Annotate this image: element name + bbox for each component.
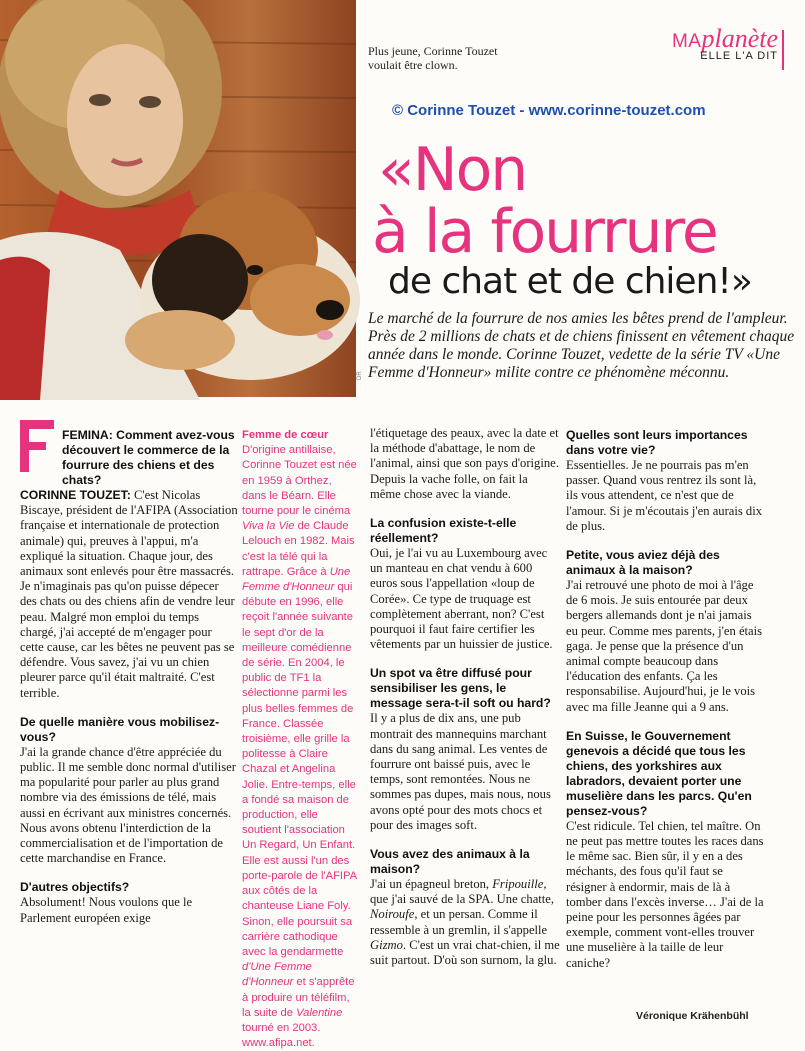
column-1 <box>20 428 238 926</box>
brand-ma: MA <box>671 31 702 52</box>
answer-2: J'ai la grande chance d'être appréciée du public. Il me semble donc normal d'utiliser ma popularité pour parler au plus grand nombre via des émissions de télé, mais aussi en écrivant aux ministres concernés. Nous avons obtenu l'interdiction de la commercialisation et de l'importation de cette marchandise en France. <box>20 744 236 866</box>
brand-accent-bar <box>782 30 784 70</box>
question-5: Un spot va être diffusé pour sensibiliser les gens, le message sera-t-il soft ou hard? <box>370 666 551 711</box>
intro-paragraph: Le marché de la fourrure de nos amies les bêtes prend de l'ampleur. Près de 2 millions de chats et de chiens finissent en vêtement chaque année dans le monde. Corinne Touzet, vedette de la série TV «Une Femme d'Honneur» milite contre ce phénomène méconnu. <box>368 310 795 381</box>
answer-continued: l'étiquetage des peaux, avec la date et la méthode d'abattage, le nom de l'animal, ainsi que son pays d'origine. Depuis la vache folle, on fait la même chose avec la viande. <box>370 426 559 501</box>
answer-9: C'est ridicule. Tel chien, tel maître. On ne peut pas mettre toutes les races dans le même sac. Bien sûr, il y en a des méchants, des fous qu'il faut se résigner à endormir, mais de là à tomber dans l'excès inverse… J'ai de la peine pour les personnes âgées par exemple, comment vont-elles trouver une muselière à la taille de leur caniche? <box>566 818 764 970</box>
question-7: Quelles sont leurs importances dans votre vie? <box>566 428 748 457</box>
question-1: FEMINA: Comment avez-vous découvert le commerce de la fourrure des chiens et des chats? <box>62 428 235 487</box>
answer-7: Essentielles. Je ne pourrais pas m'en passer. Quand vous rentrez ils sont là, ils vous attendent, ce n'est que de l'amour. Si je m'écoutais j'en aurais dix de plus. <box>566 458 763 533</box>
copyright-link[interactable]: © Corinne Touzet - www.corinne-touzet.com <box>392 102 706 119</box>
afipa-link[interactable]: www.afipa.net. <box>242 1037 315 1050</box>
question-2: De quelle manière vous mobilisez-vous? <box>20 714 220 744</box>
column-3 <box>370 426 560 968</box>
headline-line-3: de chat et de chien!» <box>388 261 752 302</box>
dropcap-f <box>20 420 54 472</box>
question-9: En Suisse, le Gouvernement genevois a décidé que tous les chiens, des yorkshires aux labradors, devaient porter une muselière dans les parcs. Qu'en pensez-vous? <box>566 728 752 818</box>
photo-caption: Plus jeune, Corinne Touzet voulait être clown. <box>368 44 498 72</box>
headline-line-2: à la fourrure <box>372 197 717 267</box>
author-signature: Véronique Krähenbühl <box>636 1010 749 1022</box>
photo-credit: DR <box>357 371 363 380</box>
question-4: La confusion existe-t-elle réellement? <box>370 516 517 546</box>
answer-3: Absolument! Nous voulons que le Parlement européen exige <box>20 895 193 925</box>
answer-1: CORINNE TOUZET: C'est Nicolas Biscaye, président de l'AFIPA (Association française et internationale de protection animale) qui, preuves à l'appui, m'a expliqué la situation. Chaque jour, des animaux sont enlevés pour être massacrés. Je n'imaginais pas qu'on puisse dépecer des chats ou des chiens afin de vendre leur peau. Malgré mon emploi du temps chargé, j'ai accepté de m'engager pour cette cause, car les bêtes ne peuvent pas se défendre. Vous savez, j'ai vu un chien pleurer parce qu'il était maltraité. C'est terrible. <box>20 488 238 700</box>
brand-subtitle: ELLE L'A DIT <box>700 50 778 62</box>
column-4 <box>566 428 766 971</box>
hero-photo <box>0 0 356 397</box>
answer-speaker: CORINNE TOUZET: <box>20 488 131 502</box>
sidebar-title: Femme de cœur <box>242 429 329 441</box>
sidebar-biography <box>242 428 358 1051</box>
brand-planete: planète <box>701 24 778 53</box>
question-6: Vous avez des animaux à la maison? <box>370 847 530 877</box>
answer-6: J'ai un épagneul breton, Fripouille, que j'ai sauvé de la SPA. Une chatte, Noiroufe, et un persan. Comme il ressemble à un gremlin, il s'appelle Gizmo. C'est un vrai chat-chien, il me suit partout. D'où son surnom, la glu. <box>370 877 560 968</box>
answer-8: J'ai retrouvé une photo de moi à l'âge de 6 mois. Je suis entourée par deux bergers allemands dont je n'ai jamais eu peur. Comme mes parents, j'en étais gaga. Je pense que la présence d'un animal compte beaucoup dans l'éducation des enfants. Ça les responsabilise. Aujourd'hui, je le vois avec ma fille Jeanne qui a 9 ans. <box>566 578 763 714</box>
question-8: Petite, vous aviez déjà des animaux à la maison? <box>566 548 720 578</box>
section-brand <box>612 24 792 62</box>
answer-4: Oui, je l'ai vu au Luxembourg avec un manteau en chat vendu à 600 euros sous l'appellation «loup de Corée». Ce type de truquage est complètement aberrant, non? C'est pourquoi il faut faire certifier les vêtements par un huissier de justice. <box>370 546 553 652</box>
photo-illustration <box>0 0 356 397</box>
question-3: D'autres objectifs? <box>20 880 130 895</box>
sidebar-text: D'origine antillaise, Corinne Touzet est née en 1959 à Orthez, dans le Béarn. Elle tourne pour le cinéma Viva la Vie de Claude Lelouch en 1982. Mais c'est la télé qui la rattrape. Grâce à Une Femme d'Honneur qui débute en 1996, elle reçoit l'année suivante le sept d'or de la meilleure comédienne de série. En 2004, le public de TF1 la sélectionne parmi les plus belles femmes de France. Classée troisième, elle grille la politesse à Claire Chazal et Angelina Jolie. Entre-temps, elle a fondé sa maison de production, elle soutient l'association Un Regard, Un Enfant. Elle est aussi l'un des porte-parole de l'AFIPA aux côtés de la chanteuse Liane Foly. Sinon, elle poursuit sa carrière cathodique avec la gendarmette d'Une Femme d'Honneur et s'apprête à produire un téléfilm, la suite de Valentine tourné en 2003. www.afipa.net. <box>242 444 357 1050</box>
first-question-block <box>20 428 238 488</box>
headline-line-1: «Non <box>378 135 527 205</box>
answer-5: Il y a plus de dix ans, une pub montrait des mannequins marchant dans du sang animal. Les ventes de fourrure ont baissé puis, avec le temps, sont remontées. Nous ne sommes pas dupes, mais nous, nous avons opté pour des mots chocs et pour des images soft. <box>370 711 551 832</box>
